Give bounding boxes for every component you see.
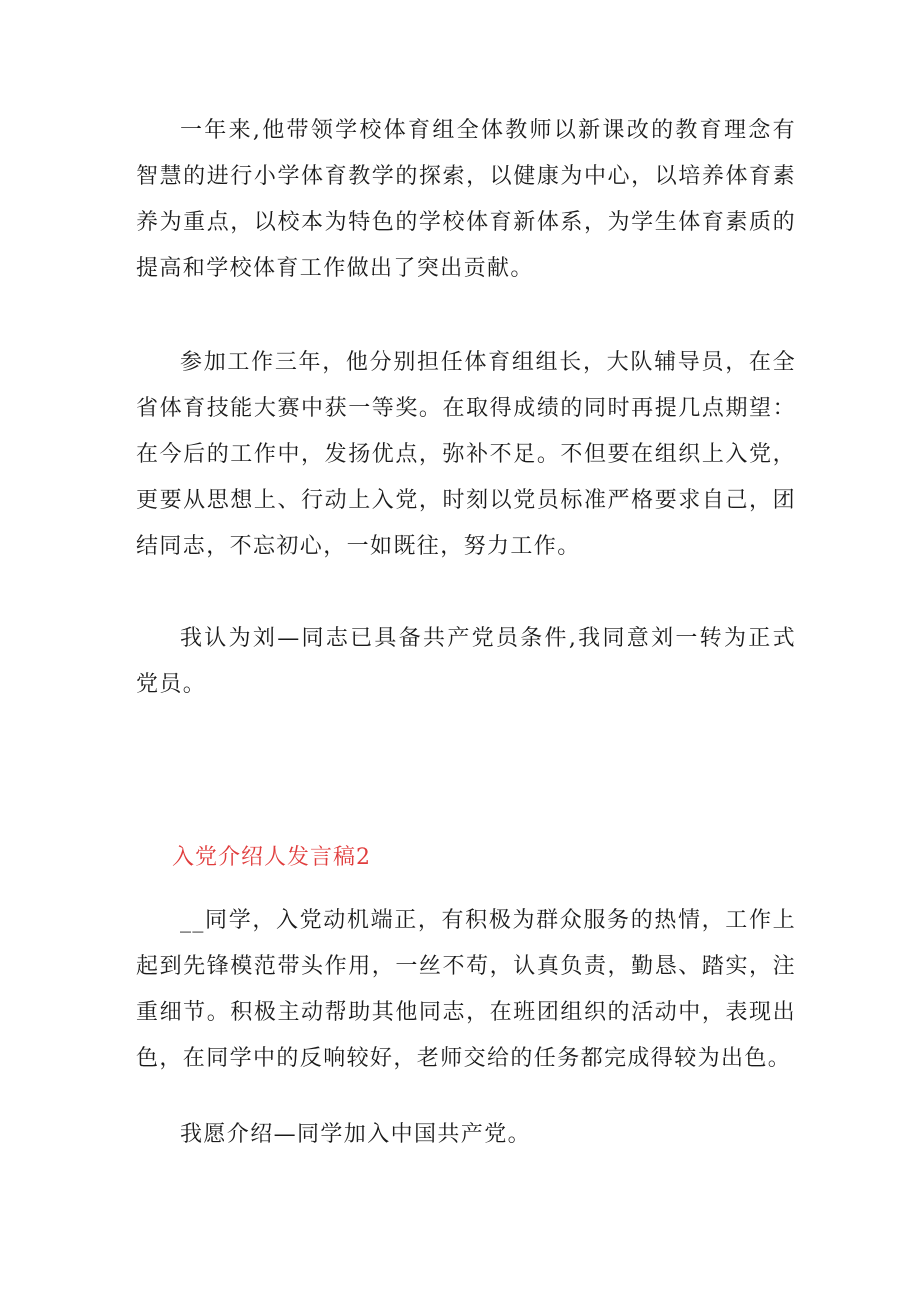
paragraph-recommendation: 我愿介绍—同学加入中国共产党。 (180, 1122, 532, 1147)
section-heading: 入党介绍人发言稿2 (172, 845, 371, 870)
paragraph-work-experience: 参加工作三年，他分别担任体育组组长，大队辅导员，在全省体育技能大赛中获一等奖。在取得成绩的同时再提几点期望：在今后的工作中，发扬优点，弥补不足。不但要在组织上入党，更要从思想上、行动上入党，时刻以党员标准严格要求自己，团结同志，不忘初心，一如既往，努力工作。 (136, 350, 796, 559)
paragraph-student-evaluation: __同学，入党动机端正，有积极为群众服务的热情，工作上起到先锋模范带头作用，一丝不苟，认真负责，勤恳、踏实，注重细节。积极主动帮助其他同志，在班团组织的活动中，表现出色，在同学中的反响较好，老师交给的任务都完成得较为出色。 (136, 908, 796, 1071)
paragraph-work-summary: 一年来,他带领学校体育组全体教师以新课改的教育理念有智慧的进行小学体育教学的探索，以健康为中心，以培养体育素养为重点，以校本为特色的学校体育新体系，为学生体育素质的提高和学校体育工作做出了突出贡献。 (136, 118, 796, 281)
paragraph-conclusion: 我认为刘—同志已具备共产党员条件,我同意刘一转为正式党员。 (136, 626, 796, 697)
